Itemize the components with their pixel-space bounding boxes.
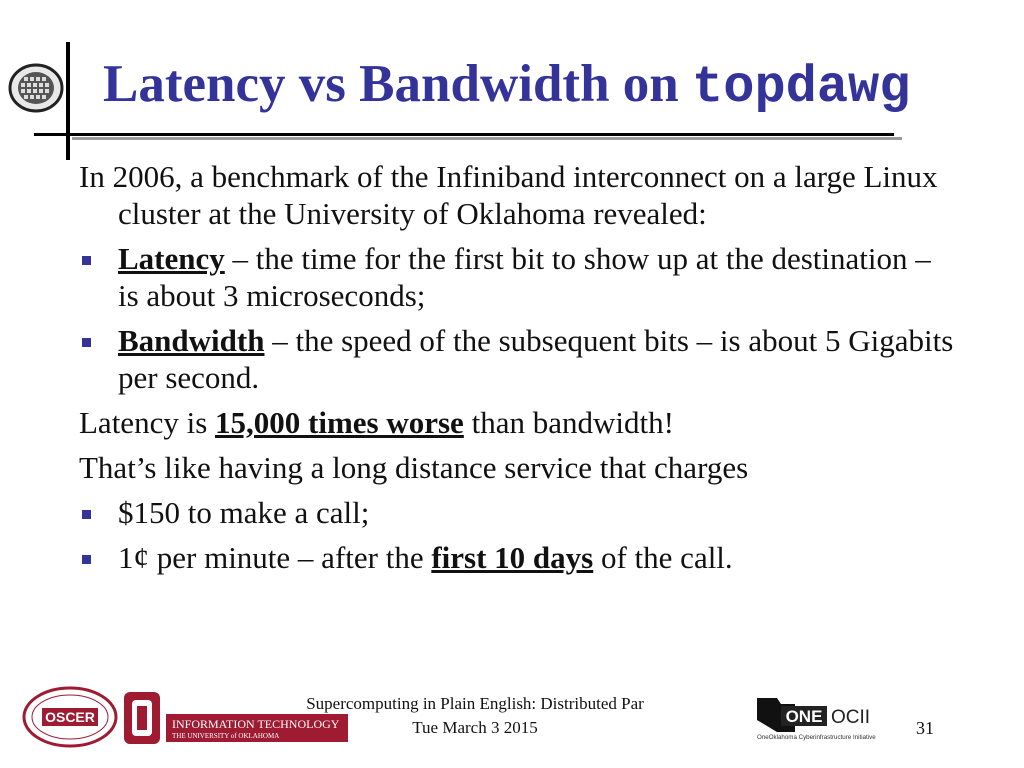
minute-cost-pre: 1¢ per minute – after the [118, 540, 432, 575]
minute-cost-post: of the call. [593, 540, 733, 575]
header-horizontal-rule [34, 133, 894, 136]
bandwidth-term: Bandwidth [118, 323, 265, 358]
footer-date: Tue March 3 2015 [412, 718, 538, 737]
it-logo-subtext: THE UNIVERSITY of OKLAHOMA [172, 732, 280, 740]
bullet-square-icon [82, 338, 91, 347]
comparison-text [79, 404, 959, 441]
title-hostname: topdawg [692, 58, 911, 117]
bullet-square-icon [82, 510, 91, 519]
comparison-emphasis: 15,000 times worse [215, 405, 464, 440]
oneocii-logo-icon [755, 692, 895, 742]
bullet-bandwidth [79, 322, 959, 396]
analogy-text: That’s like having a long distance service that charges [79, 450, 749, 485]
supercomputer-logo-icon [8, 62, 64, 114]
slide-body [79, 158, 959, 584]
bullet-call-cost [79, 494, 959, 531]
ocii-subtitle: OneOklahoma Cyberinfrastructure Initiative [757, 734, 876, 741]
footer-course-title: Supercomputing in Plain English: Distributed Par [306, 694, 644, 713]
header-vertical-rule [66, 42, 70, 160]
latency-definition: – the time for the first bit to show up at the destination – is about 3 microseconds; [118, 241, 931, 313]
call-cost-text: $150 to make a call; [118, 495, 370, 530]
comparison-post: than bandwidth! [463, 405, 674, 440]
minute-cost-emphasis: first 10 days [431, 540, 594, 575]
one-text: ONE [785, 707, 823, 726]
oscer-logo-icon [22, 686, 118, 748]
bullet-square-icon [82, 555, 91, 564]
latency-term: Latency [118, 241, 225, 276]
title-main: Latency vs Bandwidth on [103, 55, 693, 113]
bullet-minute-cost [79, 539, 959, 576]
bullet-latency [79, 240, 959, 314]
bandwidth-definition: – the speed of the subsequent bits – is about 5 Gigabits per second. [118, 323, 954, 395]
ou-logo-icon [120, 688, 164, 748]
header-rule-shadow [72, 137, 902, 140]
page-number: 31 [916, 718, 934, 738]
bullet-square-icon [82, 256, 91, 265]
comparison-pre: Latency is [79, 405, 216, 440]
it-logo-text: INFORMATION TECHNOLOGY [172, 717, 340, 731]
intro-text: In 2006, a benchmark of the Infiniband interconnect on a large Linux cluster at the University of Oklahoma revealed: [79, 159, 938, 231]
slide-footer [255, 692, 695, 740]
ocii-text: OCII [831, 707, 871, 728]
slide-title [103, 54, 910, 117]
oscer-text: OSCER [45, 709, 95, 725]
